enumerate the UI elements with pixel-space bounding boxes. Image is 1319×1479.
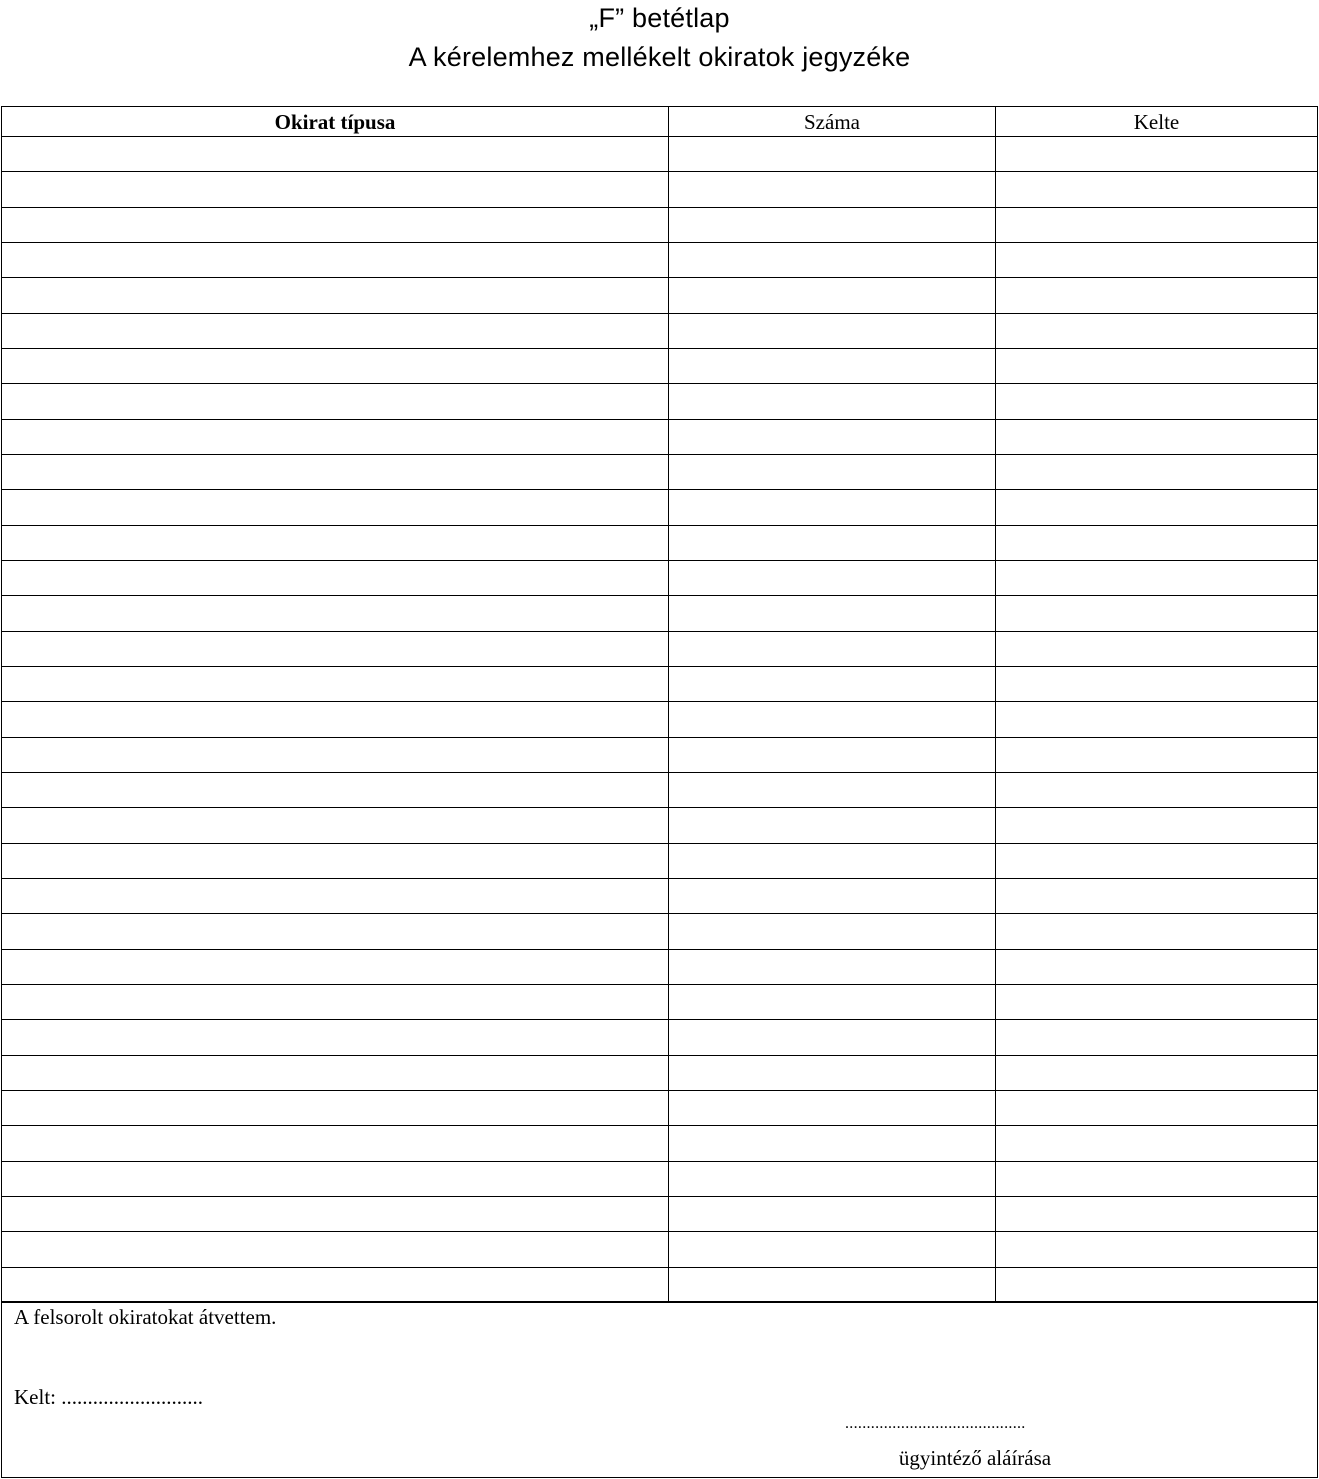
cell-date[interactable] [995,596,1317,630]
cell-number[interactable] [668,1232,995,1266]
date-field[interactable]: Kelt: ........................... [14,1385,203,1409]
cell-type[interactable] [2,950,668,984]
cell-number[interactable] [668,137,995,171]
table-row [2,949,1317,984]
table-row [2,737,1317,772]
table-row [2,807,1317,842]
receipt-statement: A felsorolt okiratokat átvettem. [14,1305,277,1329]
cell-date[interactable] [995,1268,1317,1302]
signature-line[interactable]: .......................................... [845,1415,1026,1432]
cell-type[interactable] [2,1268,668,1302]
cell-date[interactable] [995,844,1317,878]
cell-type[interactable] [2,349,668,383]
cell-number[interactable] [668,702,995,736]
cell-date[interactable] [995,1091,1317,1125]
cell-number[interactable] [668,1197,995,1231]
cell-date[interactable] [995,137,1317,171]
cell-type[interactable] [2,773,668,807]
cell-date[interactable] [995,349,1317,383]
cell-number[interactable] [668,561,995,595]
table-row [2,772,1317,807]
table-row [2,1267,1317,1302]
cell-date[interactable] [995,1162,1317,1196]
cell-number[interactable] [668,1268,995,1302]
cell-type[interactable] [2,561,668,595]
table-row [2,1125,1317,1160]
table-row [2,913,1317,948]
table-row [2,277,1317,312]
cell-date[interactable] [995,1056,1317,1090]
cell-type[interactable] [2,596,668,630]
cell-type[interactable] [2,985,668,1019]
cell-date[interactable] [995,1232,1317,1266]
cell-type[interactable] [2,243,668,277]
cell-number[interactable] [668,632,995,666]
cell-type[interactable] [2,914,668,948]
cell-date[interactable] [995,879,1317,913]
column-header-type: Okirat típusa [274,110,396,134]
table-row [2,171,1317,206]
cell-number[interactable] [668,1162,995,1196]
cell-date[interactable] [995,526,1317,560]
page-subtitle: A kérelemhez mellékelt okiratok jegyzéke [408,42,911,72]
cell-date[interactable] [995,950,1317,984]
table-row [2,383,1317,418]
cell-type[interactable] [2,208,668,242]
table-header-row [2,107,1317,136]
table-row [2,1196,1317,1231]
cell-number[interactable] [668,738,995,772]
cell-date[interactable] [995,914,1317,948]
cell-number[interactable] [668,243,995,277]
cell-type[interactable] [2,632,668,666]
cell-type[interactable] [2,384,668,418]
cell-number[interactable] [668,844,995,878]
cell-date[interactable] [995,420,1317,454]
page-title: „F” betétlap [589,3,730,33]
table-row [2,348,1317,383]
cell-date[interactable] [995,808,1317,842]
table-row [2,207,1317,242]
cell-number[interactable] [668,667,995,701]
cell-type[interactable] [2,278,668,312]
cell-type[interactable] [2,1197,668,1231]
cell-number[interactable] [668,596,995,630]
table-row [2,1090,1317,1125]
cell-number[interactable] [668,1056,995,1090]
cell-type[interactable] [2,808,668,842]
signature-label: ügyintéző aláírása [898,1446,1052,1470]
cell-number[interactable] [668,808,995,842]
cell-number[interactable] [668,172,995,206]
cell-type[interactable] [2,667,668,701]
table-row [2,1161,1317,1196]
cell-date[interactable] [995,773,1317,807]
cell-number[interactable] [668,950,995,984]
table-row [2,419,1317,454]
table-row [2,136,1317,171]
cell-type[interactable] [2,1126,668,1160]
cell-number[interactable] [668,490,995,524]
table-row [2,489,1317,524]
cell-date[interactable] [995,1020,1317,1054]
cell-date[interactable] [995,561,1317,595]
cell-type[interactable] [2,844,668,878]
cell-date[interactable] [995,632,1317,666]
cell-number[interactable] [668,773,995,807]
cell-type[interactable] [2,490,668,524]
cell-number[interactable] [668,278,995,312]
cell-type[interactable] [2,1020,668,1054]
cell-number[interactable] [668,349,995,383]
cell-type[interactable] [2,738,668,772]
table-row [2,984,1317,1019]
table-row [2,560,1317,595]
receipt-section [1,1301,1318,1478]
cell-type[interactable] [2,1056,668,1090]
cell-number[interactable] [668,526,995,560]
cell-number[interactable] [668,455,995,489]
cell-date[interactable] [995,1126,1317,1160]
table-body [2,136,1317,1302]
cell-type[interactable] [2,420,668,454]
cell-type[interactable] [2,879,668,913]
table-row [2,313,1317,348]
cell-date[interactable] [995,738,1317,772]
cell-date[interactable] [995,384,1317,418]
cell-number[interactable] [668,914,995,948]
table-row [2,525,1317,560]
table-row [2,242,1317,277]
table-row [2,595,1317,630]
cell-date[interactable] [995,702,1317,736]
cell-number[interactable] [668,1020,995,1054]
cell-type[interactable] [2,172,668,206]
cell-type[interactable] [2,702,668,736]
table-row [2,1055,1317,1090]
cell-date[interactable] [995,985,1317,1019]
cell-number[interactable] [668,1126,995,1160]
cell-number[interactable] [668,314,995,348]
table-row [2,878,1317,913]
cell-date[interactable] [995,667,1317,701]
cell-date[interactable] [995,314,1317,348]
cell-number[interactable] [668,985,995,1019]
cell-type[interactable] [2,137,668,171]
table-row [2,1231,1317,1266]
cell-date[interactable] [995,278,1317,312]
cell-type[interactable] [2,314,668,348]
cell-type[interactable] [2,455,668,489]
cell-date[interactable] [995,243,1317,277]
cell-type[interactable] [2,1232,668,1266]
cell-number[interactable] [668,420,995,454]
table-row [2,843,1317,878]
column-header-number: Száma [668,107,995,136]
cell-date[interactable] [995,455,1317,489]
cell-number[interactable] [668,384,995,418]
cell-number[interactable] [668,208,995,242]
table-row [2,666,1317,701]
cell-number[interactable] [668,1091,995,1125]
table-row [2,1019,1317,1054]
table-row [2,701,1317,736]
cell-number[interactable] [668,879,995,913]
cell-type[interactable] [2,526,668,560]
cell-date[interactable] [995,490,1317,524]
column-header-date: Kelte [995,107,1317,136]
cell-date[interactable] [995,172,1317,206]
cell-type[interactable] [2,1091,668,1125]
cell-type[interactable] [2,1162,668,1196]
table-row [2,631,1317,666]
documents-table [1,106,1318,1303]
table-row [2,454,1317,489]
cell-date[interactable] [995,208,1317,242]
cell-date[interactable] [995,1197,1317,1231]
